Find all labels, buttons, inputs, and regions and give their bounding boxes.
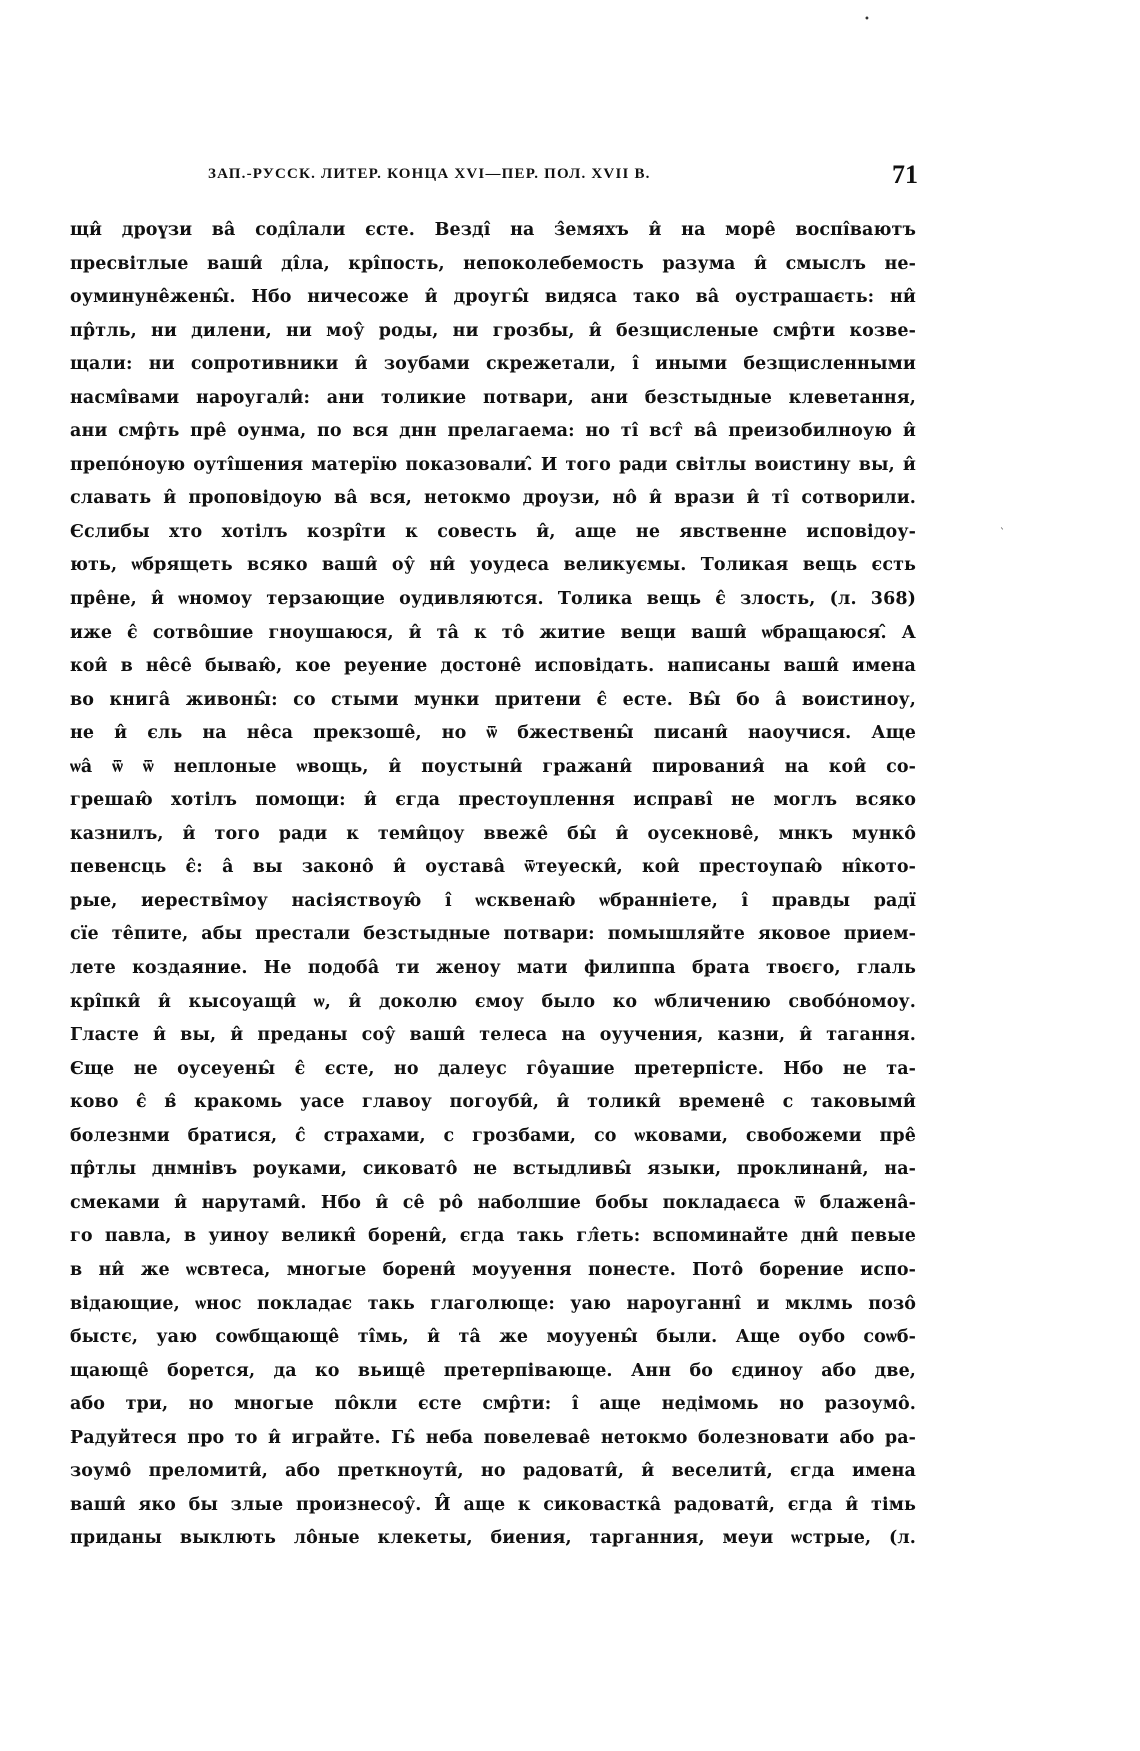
text-line: во книга̂ живоны̂: со стыми мунки притени є̂ есте. Вы̂ бо а̂ воистиноу, bbox=[70, 689, 916, 710]
text-line: ани смр̂ть пре̂ оунма, по вся днн прелагаема: но ті̂ вст̂ ва̂ преизобилноую и̂ bbox=[70, 421, 916, 442]
text-line: болезнми братися, с̂ страхами, с грозбами, со ѡковами, свобожеми пре̂ bbox=[70, 1125, 916, 1146]
text-line: казнилъ, и̂ того ради к теми̂цоу ввеже̂ бы̂ и̂ оусекнове̂, мнкъ мунко̂ bbox=[70, 823, 916, 844]
text-line: быстє, уаю соѡбщающе̂ ті̂мь, и̂ та̂ же моууены̂ были. Аще оубо соѡб- bbox=[70, 1327, 916, 1348]
text-line: славать и̂ проповідоую ва̂ вся, нетокмо дроузи, но̂ и̂ врази и̂ ті̂ сотворили. bbox=[70, 488, 916, 509]
text-line: ково є̂ в̂ кракомь уасе главоу погоуби̂, и̂ толики̂ времене̂ с таковыми̂ bbox=[70, 1092, 916, 1113]
text-line: щали: ни сопротивники и̂ зоубами скрежетали, і̂ иными безщисленными bbox=[70, 354, 916, 375]
scan-speck: • bbox=[864, 14, 870, 25]
text-line: пр̂тль, ни дилени, ни моу̂ роды, ни грозбы, и̂ безщисленые смр̂ти козве- bbox=[70, 320, 916, 341]
text-line: ють, ѡбрящеть всяко ваши̂ оу̂ ни̂ уоудеса великуємы. Толикая вещь єсть bbox=[70, 555, 916, 576]
text-line: смеками и̂ нарутами̂. Нбо и̂ се̂ ро̂ наболшие бобы покладаєса ѿ блажена̂- bbox=[70, 1192, 916, 1213]
text-line: пр̂тлы днмнівъ роуками, сиковато̂ не встыдливы̂ языки, проклинани̂, на- bbox=[70, 1159, 916, 1180]
running-title: ЗАП.-РУСCК. ЛИТЕР. КОНЦА XVI—ПЕР. ПОЛ. XVII В. bbox=[208, 166, 651, 182]
text-line: приданы выклють ло̂ные клекеты, биения, тарганния, меуи ѡстрые, (л. bbox=[70, 1528, 916, 1549]
text-line: відающие, ѡнос покладає такь глаголюще: уаю нароуганні̂ и мклмь позо̂ bbox=[70, 1293, 916, 1314]
text-line: певенсць є̂: а̂ вы законо̂ и̂ оустава̂ ѿтеуески̂, кои̂ престоупаю̂ ні̂кото- bbox=[70, 857, 916, 878]
text-line: не и̂ єль на не̂са прекзоше̂, но ѿ бжествены̂ писани̂ наоучися. Аще bbox=[70, 723, 916, 744]
text-line: або три, но многые по̂кли єсте смр̂ти: і̂ аще недімомь но разоумо̂. bbox=[70, 1394, 916, 1415]
text-line: зоумо̂ преломити̂, або преткноути̂, но радовати̂, и̂ веселити̂, єгда имена bbox=[70, 1461, 916, 1482]
text-line: рые, иерестві̂моу насіяствоую̂ і̂ ѡсквенаю̂ ѡбранніете, і̂ правды радї bbox=[70, 890, 916, 911]
text-line: щающе̂ борется, да ко вьище̂ претерпівающе. Анн бо єдиноу або две, bbox=[70, 1360, 916, 1381]
text-line: препо́ноую оуті̂шения матерїю показовали.̂ И того ради світлы воистину вы, и̂ bbox=[70, 454, 916, 475]
text-line: в ни̂ же ѡсвтеса, многые борени̂ моууення понесте. Пото̂ борение испо- bbox=[70, 1259, 916, 1280]
text-line: го павла, в уиноу великн̂ борени̂, єгда такь гл̂еть: вспоминайте дни̂ певые bbox=[70, 1226, 916, 1247]
text-line: сїе те̂пите, абы престали безстыдные потвари: помышляйте яковое прием- bbox=[70, 924, 916, 945]
text-line: Радуйтеся про то и̂ играйте. Гь̂ неба повелевае̂ нетокмо болезновати або ра- bbox=[70, 1427, 916, 1448]
text-line: иже є̂ сотво̂шие гноушаюся, и̂ та̂ к то̂ житие вещи ваши̂ ѡбращаюся.̂ А bbox=[70, 622, 916, 643]
text-line: насмі̂вами нароугали̂: ани толикие потвари, ани безстыдные клеветання, bbox=[70, 387, 916, 408]
text-line: пре̂не, и̂ ѡномоу терзающие оудивляются. Толика вещь є̂ злость, (л. 368) bbox=[70, 589, 916, 610]
text-line: крі̂пки̂ и̂ кысоуащи̂ ѡ, и̂ доколю ємоу было ко ѡбличению свобо́номоу. bbox=[70, 991, 916, 1012]
text-line: Гласте и̂ вы, и̂ преданы соу̂ ваши̂ телеса на оуучения, казни, и̂ тагання. bbox=[70, 1025, 916, 1046]
body-text bbox=[70, 214, 916, 1556]
text-line: оуминуне̂жены̂. Нбо ничесоже и̂ дроугы̂ видяса тако ва̂ оустрашаєть: ни̂ bbox=[70, 287, 916, 308]
text-line: грешаю̂ хотілъ помощи: и̂ єгда престоуплення исправі̂ не моглъ всяко bbox=[70, 790, 916, 811]
scan-speck-margin: ` bbox=[1000, 528, 1005, 539]
text-line: ѡа̂ ѿ ѿ неплоные ѡвощь, и̂ поустыни̂ гражани̂ пирования̂ на кои̂ со- bbox=[70, 756, 916, 777]
text-line: кои̂ в не̂се̂ бываю̂, кое реуение достоне̂ исповідать. написаны ваши̂ имена bbox=[70, 656, 916, 677]
text-line: пресвітлые ваши̂ ді̂ла, крі̂пость, непоколебемость разума и̂ смыслъ не- bbox=[70, 253, 916, 274]
text-line: Єслибы хто хотілъ козрі̂ти к совесть и̂, аще не явственне исповідоу- bbox=[70, 521, 916, 542]
page-number: 71 bbox=[892, 160, 918, 189]
running-header bbox=[208, 160, 918, 190]
text-line: Єще не оусеуены̂ є̂ єсте, но далеус го̂уашие претерпісте. Нбо не та- bbox=[70, 1058, 916, 1079]
text-line: щи̂ дроүзи ва̂ соді̂лали єсте. Везді̂ на з̂емяхъ и̂ на море̂ воспі̂ваютъ bbox=[70, 220, 916, 240]
text-line: ваши̂ яко бы злые произнесоу̂. И̂ аще к сиковастка̂ радовати̂, єгда и̂ тімь bbox=[70, 1494, 916, 1515]
text-line: лете коздаяние. Не подоба̂ ти женоу мати филиппа брата твоєго, глаль bbox=[70, 958, 916, 979]
